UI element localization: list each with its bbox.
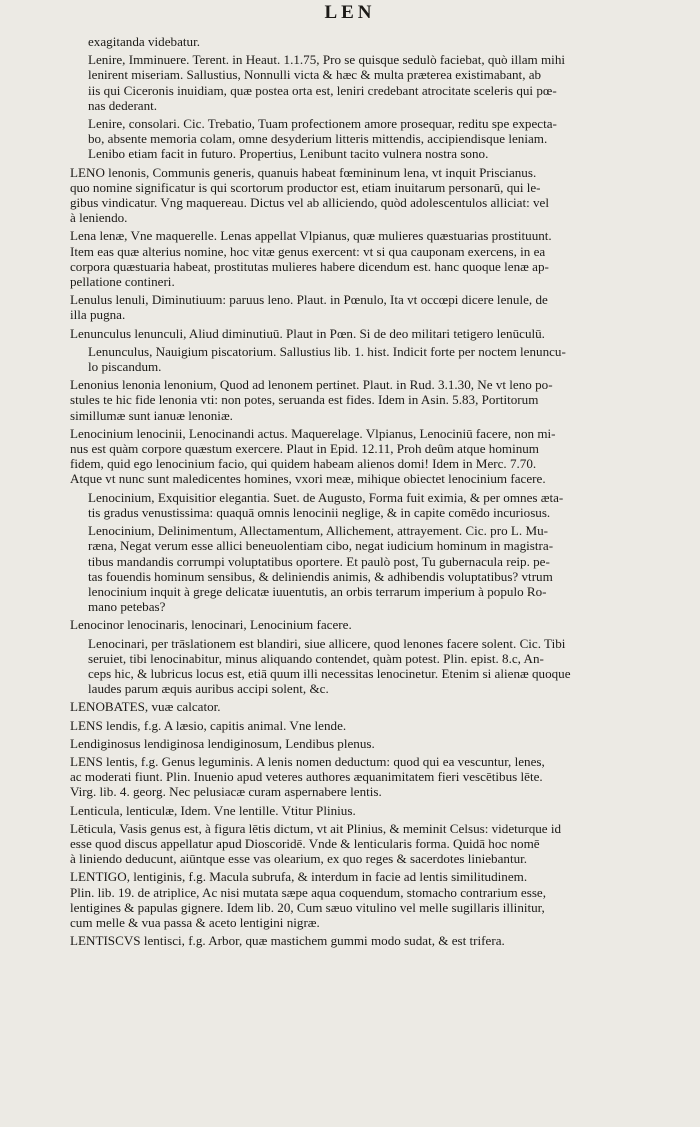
entry-line: Lenunculus lenunculi, Aliud diminutiuū. Plaut in Pœn. Si de deo militari tetigero lenūculū. xyxy=(70,325,545,341)
dictionary-entry xyxy=(88,344,682,374)
entry-line: lentigines & papulas gignere. Idem lib. 20, Cum sæuo vitulino vel melle sugillaris illinitur, xyxy=(70,899,545,915)
dictionary-entry xyxy=(88,52,682,113)
entry-line: Lenonius lenonia lenonium, Quod ad lenonem pertinet. Plaut. in Rud. 3.1.30, Ne vt leno po- xyxy=(70,377,553,393)
entry-line: Item eas quæ alterius nomine, hoc vitæ genus exercent: vt si qua cauponam exercens, in ea xyxy=(70,243,546,259)
entry-line: Lenticula, lenticulæ, Idem. Vne lentille. Vtitur Plinius. xyxy=(70,802,356,818)
dictionary-text xyxy=(70,34,682,951)
entry-line: ceps hic, & lubricus locus est, etiā quum illi necessitas lenocinetur. Etenim si alienæ quoque xyxy=(88,665,571,681)
entry-line: LENOBATES, vuæ calcator. xyxy=(70,699,221,715)
entry-line: Lenocinor lenocinaris, lenocinari, Lenocinium facere. xyxy=(70,617,352,633)
entry-line: à leniendo. xyxy=(70,210,128,226)
entry-line: gibus vindicatur. Vng maquereau. Dictus vel ab alliciendo, quòd adolescentulos alliciat: vel xyxy=(70,195,550,211)
entry-line: à liniendo deducunt, aiūntque esse vas olearium, ex quo reges & sacerdotes liniebantur. xyxy=(70,851,528,867)
entry-line: ræna, Negat verum esse allici beneuolentiam cibo, negat iudicium hominum in magistra- xyxy=(88,538,554,554)
entry-line: laudes parum æquis auribus accipi solent, &c. xyxy=(88,681,329,697)
entry-line: lo piscandum. xyxy=(88,359,162,375)
entry-line: Lenocinium, Exquisitior elegantia. Suet. de Augusto, Forma fuit eximia, & per omnes æta- xyxy=(88,489,564,505)
entry-line: stules te hic fide lenonia vti: non potes, seruanda est fides. Idem in Asin. 5.83, Portitorum xyxy=(70,392,539,408)
dictionary-entry xyxy=(70,228,682,289)
entry-line: bo, absente memoria colam, omne desyderium litteris mittendis, accipiendisque leniam. xyxy=(88,131,548,147)
entry-line: tis gradus venustissima: quaquā omnis lenocinii neglige, & in capite comēdo incuriosus. xyxy=(88,504,551,520)
entry-line: lenirent miseriam. Sallustius, Nonnulli victa & hæc & multa præterea existimabant, ab xyxy=(88,67,542,83)
dictionary-entry xyxy=(88,34,682,49)
entry-line: tas fouendis hominum sensibus, & deliniendis animis, & adhibendis voluptatibus? vtrum xyxy=(88,568,553,584)
entry-line: simillumæ sunt ianuæ lenoniæ. xyxy=(70,407,233,423)
entry-line: exagitanda videbatur. xyxy=(88,34,200,49)
entry-line: Virg. lib. 4. georg. Nec pelusiacæ curam aspernabere lentis. xyxy=(70,784,382,800)
dictionary-entry xyxy=(70,426,682,487)
entry-line: Plin. lib. 19. de atriplice, Ac nisi mutata sæpe aqua coquendum, stomacho contrarium esse, xyxy=(70,884,546,900)
entry-line: Atque vt nunc sunt maledicentes homines, vxori meæ, mihique obiectet lenocinium facere. xyxy=(70,471,546,487)
entry-line: pellatione contineri. xyxy=(70,274,175,290)
entry-line: Lendiginosus lendiginosa lendiginosum, Lendibus plenus. xyxy=(70,735,375,751)
entry-line: nas dederant. xyxy=(88,97,158,113)
entry-line: tibus mandandis corrumpi voluptatibus oportere. Et paulò post, Tu gubernacula reip. pe- xyxy=(88,553,550,569)
entry-line: seruiet, tibi lenocinabitur, minus aliquando contendet, quàm potest. Plin. epist. 8.c, An- xyxy=(88,650,544,666)
entry-line: Lēticula, Vasis genus est, à figura lētis dictum, vt ait Plinius, & meminit Celsus: videturque id xyxy=(70,820,562,836)
entry-line: Lenibo etiam facit in futuro. Propertius, Lenibunt tacito vulnera nostra sono. xyxy=(88,146,489,162)
dictionary-entry xyxy=(70,326,682,341)
entry-line: quo nomine significatur is qui scortorum productor est, etiam inuitarum personarū, qui le- xyxy=(70,179,541,195)
entry-line: ac moderati fiunt. Plin. Inuenio apud veteres authores æquanimitatem fieri vescētibus lēte. xyxy=(70,769,543,785)
entry-line: Lenulus lenuli, Diminutiuum: paruus leno. Plaut. in Pœnulo, Ita vt occœpi dicere lenule, de xyxy=(70,292,548,308)
entry-line: Lenocinium, Delinimentum, Allectamentum, Allichement, attrayement. Cic. pro L. Mu- xyxy=(88,523,548,539)
entry-line: LENS lentis, f.g. Genus leguminis. A lenis nomen deductum: quod qui ea vescuntur, lenes, xyxy=(70,753,545,769)
entry-line: Lenunculus, Nauigium piscatorium. Sallustius lib. 1. hist. Indicit forte per noctem lenuncu- xyxy=(88,343,566,359)
entry-line: lenocinium inquit à grege delicatæ iuuentutis, an orbis terrarum imperium à populo Ro- xyxy=(88,583,547,599)
entry-line: Lenire, Imminuere. Terent. in Heaut. 1.1.75, Pro se quisque sedulò faciebat, quò illam mihi xyxy=(88,52,566,68)
dictionary-entry xyxy=(70,803,682,818)
dictionary-entry xyxy=(70,821,682,867)
dictionary-entry xyxy=(70,869,682,930)
page-title: LEN xyxy=(324,2,376,23)
entry-line: iis qui Ciceronis inuidiam, quæ postea orta est, leniri credebant atrocitate sceleris qui pœ- xyxy=(88,82,557,98)
dictionary-entry xyxy=(88,490,682,520)
running-header xyxy=(0,2,700,28)
entry-line: Lenire, consolari. Cic. Trebatio, Tuam profectionem amore prosequar, reditu spe expecta- xyxy=(88,116,557,132)
entry-line: illa pugna. xyxy=(70,307,126,323)
dictionary-entry xyxy=(70,736,682,751)
entry-line: esse quod discus appellatur apud Dioscoridē. Vnde & lenticularis forma. Quidā hoc nomē xyxy=(70,835,540,851)
entry-line: LENTISCVS lentisci, f.g. Arbor, quæ mastichem gummi modo sudat, & est trifera. xyxy=(70,933,505,949)
entry-line: LENTIGO, lentiginis, f.g. Macula subrufa, & interdum in facie ad lentis similitudinem. xyxy=(70,869,528,885)
dictionary-entry xyxy=(70,617,682,632)
entry-line: LENS lendis, f.g. A læsio, capitis animal. Vne lende. xyxy=(70,717,347,733)
entry-line: Lenocinium lenocinii, Lenocinandi actus. Maquerelage. Vlpianus, Lenociniū facere, non mi- xyxy=(70,425,556,441)
dictionary-entry xyxy=(70,754,682,800)
dictionary-entry xyxy=(70,165,682,226)
dictionary-entry xyxy=(70,292,682,322)
entry-line: mano petebas? xyxy=(88,599,166,615)
dictionary-entry xyxy=(88,523,682,614)
dictionary-entry xyxy=(88,636,682,697)
entry-line: fidem, quid ego lenocinium facio, qui quidem habeam alienos domi! Idem in Merc. 7.70. xyxy=(70,456,537,472)
dictionary-entry xyxy=(70,718,682,733)
dictionary-entry xyxy=(70,699,682,714)
entry-line: corpora quæstuaria habeat, prostitutas mulieres habere dicendum est. hanc quoque lenæ ap- xyxy=(70,258,549,274)
entry-line: LENO lenonis, Communis generis, quanuis habeat fœmininum lena, vt inquit Priscianus. xyxy=(70,164,537,180)
entry-line: Lena lenæ, Vne maquerelle. Lenas appellat Vlpianus, quæ mulieres quæstuarias prostituunt. xyxy=(70,228,552,244)
dictionary-entry xyxy=(70,933,682,948)
entry-line: Lenocinari, per trāslationem est blandiri, siue allicere, quod lenones facere solent. Cic. Tibi xyxy=(88,635,566,651)
entry-line: nus est quàm corpore quæstum exercere. Plaut in Epid. 12.11, Proh deûm atque hominum xyxy=(70,441,539,457)
entry-line: cum melle & vua passa & aceto lentigini nigræ. xyxy=(70,914,320,930)
dictionary-entry xyxy=(88,116,682,162)
dictionary-entry xyxy=(70,377,682,423)
